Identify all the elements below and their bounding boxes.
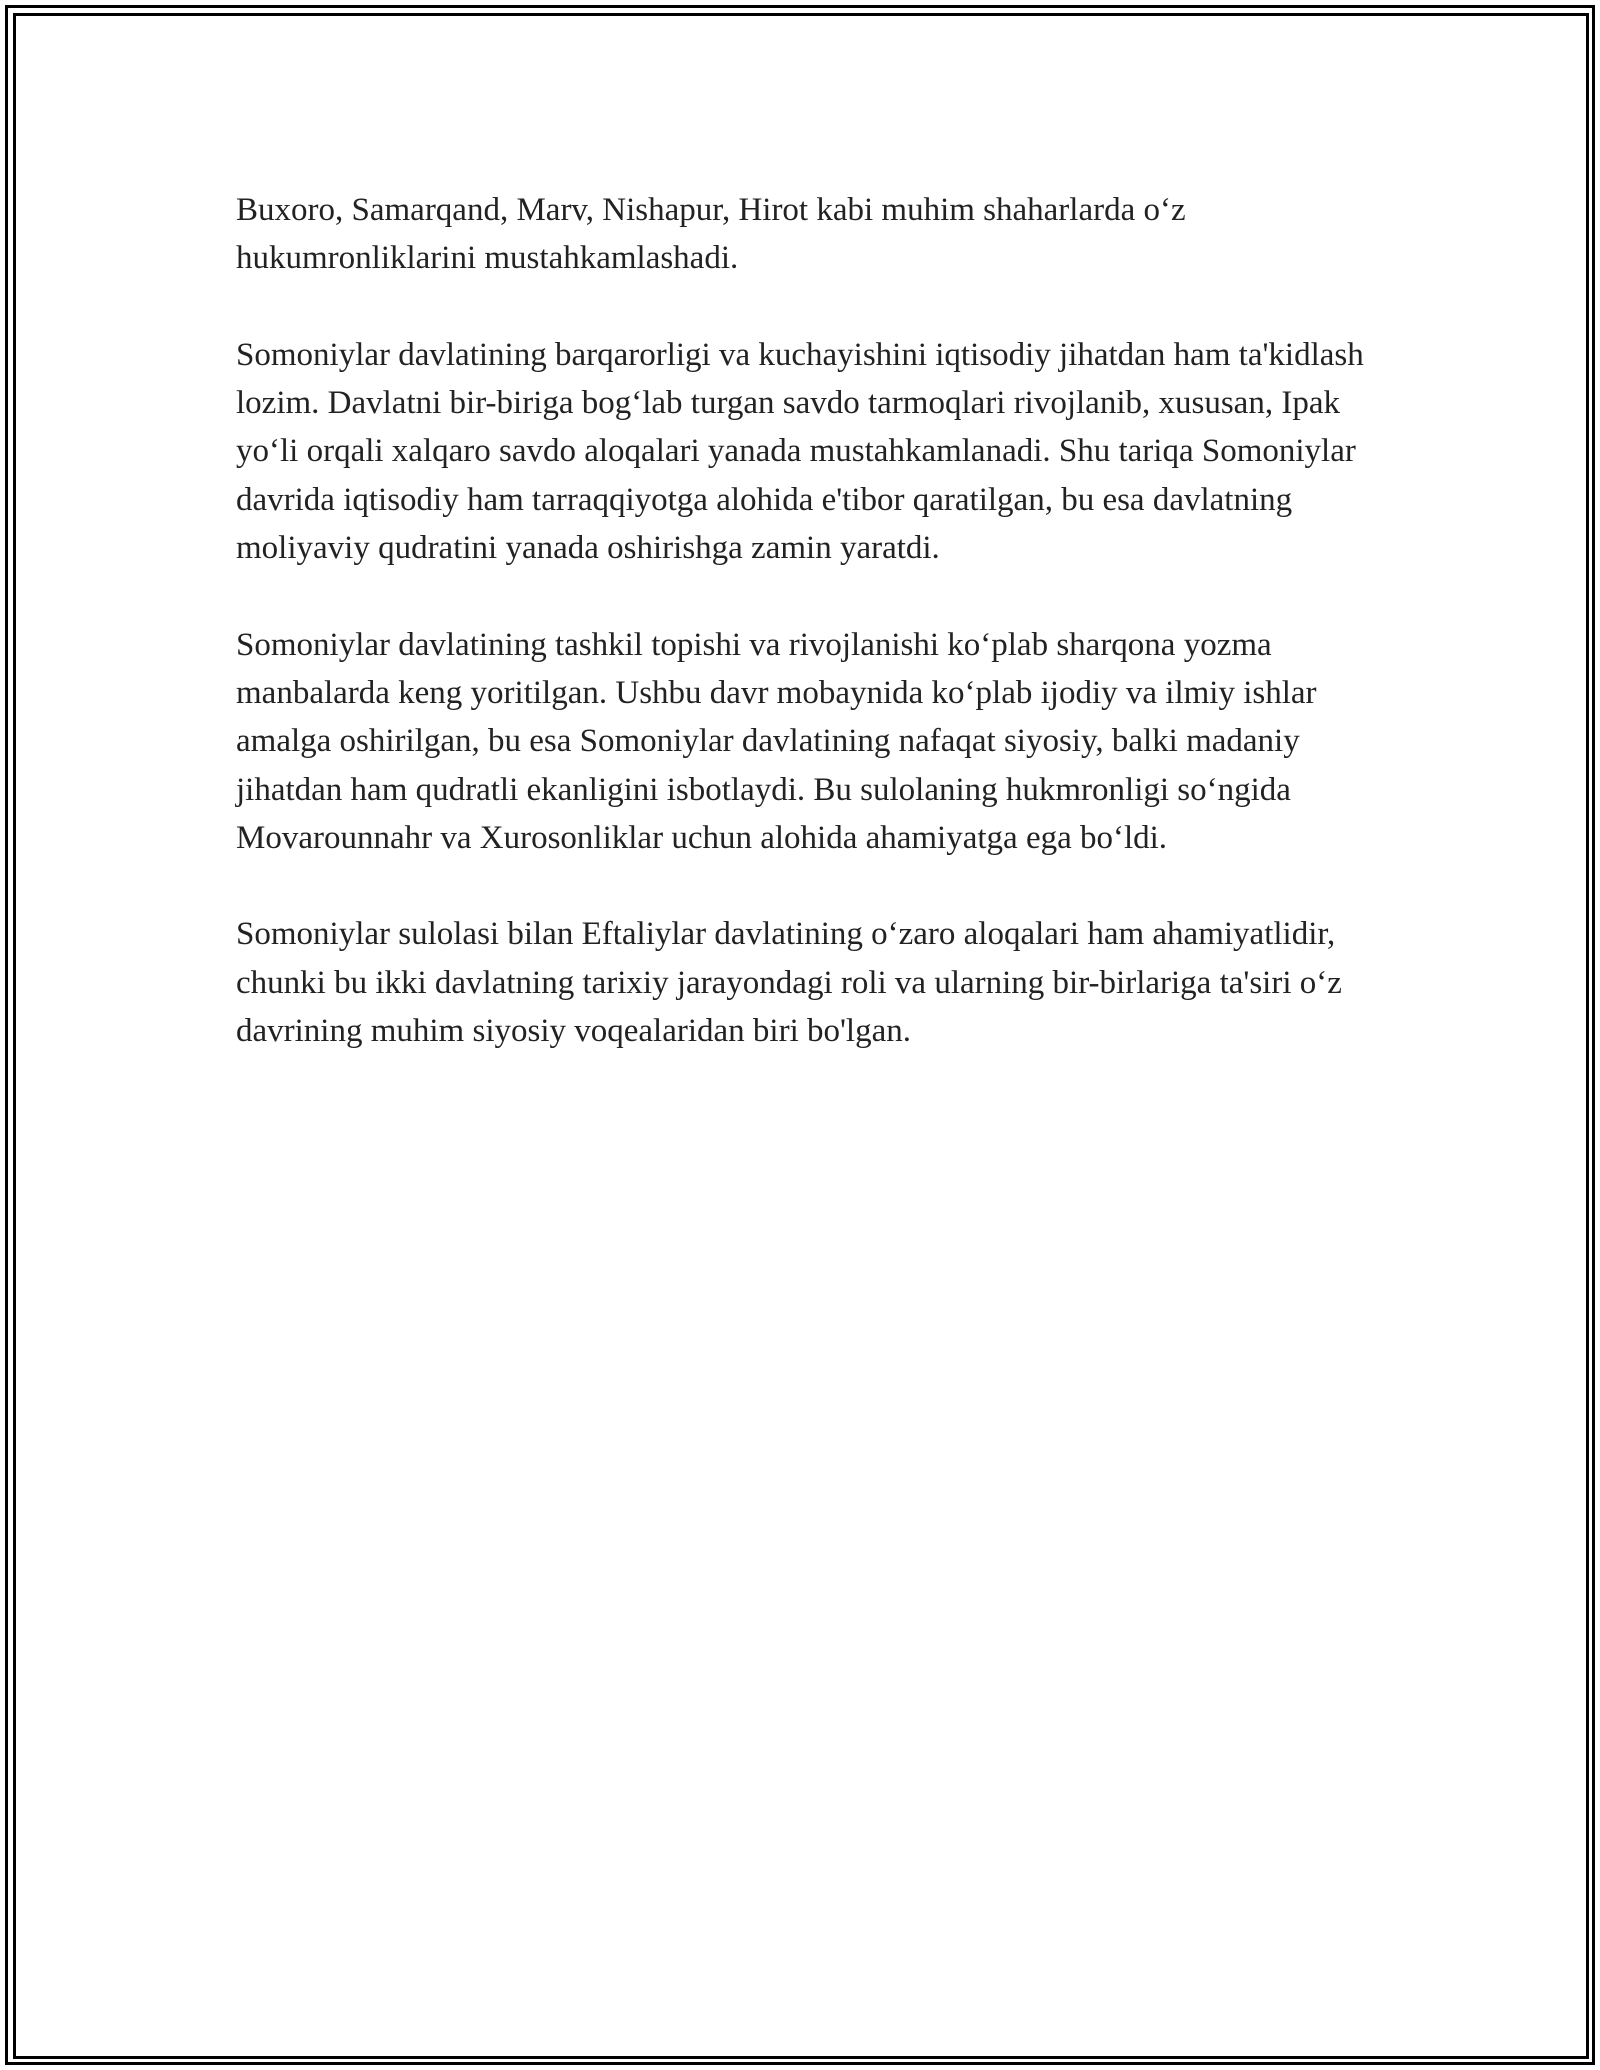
paragraph: Somoniylar davlatining barqarorligi va kuchayishini iqtisodiy jihatdan ham ta'kidlash lozim. Davlatni bir-biriga bog‘lab turgan savdo tarmoqlari rivojlanib, xususan, Ipak yo‘li orqali xalqaro savdo aloqalari yanada mustahkamlanadi. Shu tariqa Somoniylar davrida iqtisodiy ham tarraqqiyotga alohida e'tibor qaratilgan, bu esa davlatning moliyaviy qudratini yanada oshirishga zamin yaratdi. (236, 336, 1364, 567)
paragraph: Somoniylar davlatining tashkil topishi va rivojlanishi ko‘plab sharqona yozma manbalarda keng yoritilgan. Ushbu davr mobaynida ko‘plab ijodiy va ilmiy ishlar amalga oshirilgan, bu esa Somoniylar davlatining nafaqat siyosiy, balki madaniy jihatdan ham qudratli ekanligini isbotlaydi. Bu sulolaning hukmronligi so‘ngida Movarounnahr va Xurosonliklar uchun alohida ahamiyatga ega bo‘ldi. (236, 626, 1317, 856)
document-body (236, 186, 1376, 1104)
paragraph: Buxoro, Samarqand, Marv, Nishapur, Hirot kabi muhim shaharlarda o‘z hukumronliklarini mustahkamlashadi. (236, 192, 1186, 277)
paragraph: Somoniylar sulolasi bilan Eftaliylar davlatining o‘zaro aloqalari ham ahamiyatlidir, chunki bu ikki davlatning tarixiy jarayondagi roli va ularning bir-birlariga ta'siri o‘z davrining muhim siyosiy voqealaridan biri bo'lgan. (236, 916, 1342, 1050)
